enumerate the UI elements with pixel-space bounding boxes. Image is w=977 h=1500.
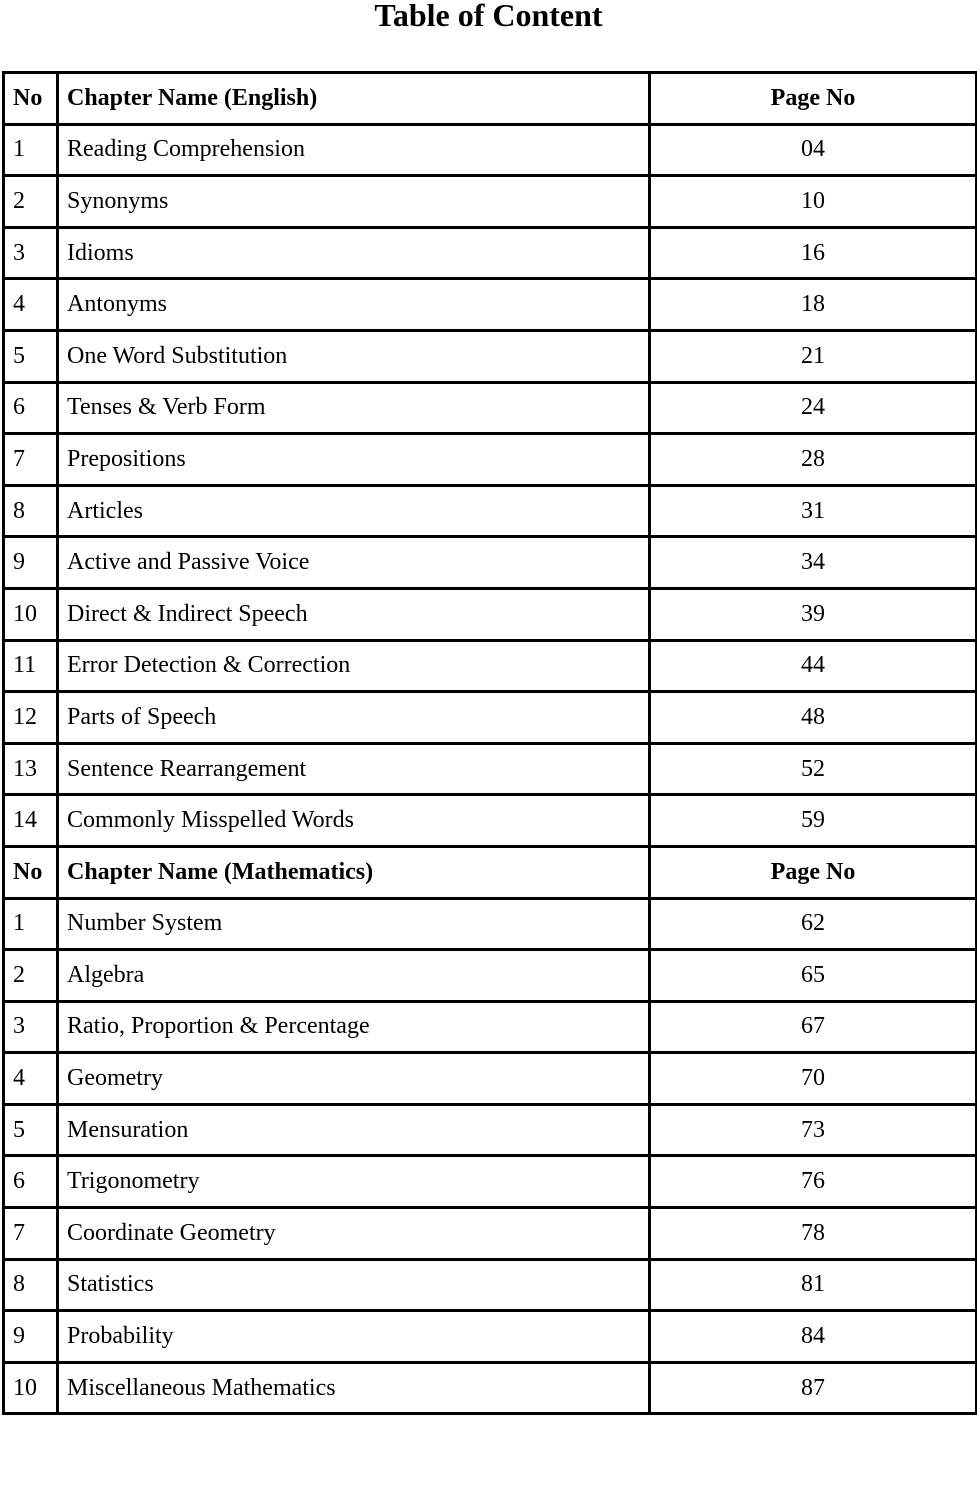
table-row xyxy=(4,1001,977,1053)
chapter-name-cell: Error Detection & Correction xyxy=(58,640,650,692)
table-row xyxy=(4,1362,977,1414)
chapter-number-cell: 2 xyxy=(4,176,58,228)
table-row xyxy=(4,795,977,847)
table-row xyxy=(4,176,977,228)
page-number-cell: 62 xyxy=(650,898,977,950)
table-row xyxy=(4,743,977,795)
chapter-number-cell: 4 xyxy=(4,1053,58,1105)
chapter-number-cell: 3 xyxy=(4,227,58,279)
contents-table-body xyxy=(4,73,977,1414)
chapter-name-cell: Prepositions xyxy=(58,434,650,486)
chapter-name-cell: Articles xyxy=(58,485,650,537)
chapter-name-cell: Coordinate Geometry xyxy=(58,1208,650,1260)
table-row xyxy=(4,330,977,382)
page-number-cell: 34 xyxy=(650,537,977,589)
header-chapter-name-cell: Chapter Name (Mathematics) xyxy=(58,846,650,898)
table-row xyxy=(4,1259,977,1311)
header-no-cell: No xyxy=(4,73,58,125)
chapter-name-cell: Active and Passive Voice xyxy=(58,537,650,589)
section-header-row xyxy=(4,73,977,125)
chapter-number-cell: 10 xyxy=(4,1362,58,1414)
page-number-cell: 76 xyxy=(650,1156,977,1208)
page-number-cell: 67 xyxy=(650,1001,977,1053)
page-number-cell: 52 xyxy=(650,743,977,795)
chapter-number-cell: 14 xyxy=(4,795,58,847)
page-number-cell: 84 xyxy=(650,1311,977,1363)
page-number-cell: 65 xyxy=(650,950,977,1002)
header-no-cell: No xyxy=(4,846,58,898)
chapter-name-cell: Geometry xyxy=(58,1053,650,1105)
page-number-cell: 87 xyxy=(650,1362,977,1414)
chapter-name-cell: Antonyms xyxy=(58,279,650,331)
page-number-cell: 59 xyxy=(650,795,977,847)
chapter-number-cell: 1 xyxy=(4,898,58,950)
table-row xyxy=(4,124,977,176)
chapter-name-cell: Reading Comprehension xyxy=(58,124,650,176)
chapter-number-cell: 7 xyxy=(4,434,58,486)
table-row xyxy=(4,692,977,744)
contents-table xyxy=(2,71,977,1415)
page-number-cell: 28 xyxy=(650,434,977,486)
table-row xyxy=(4,1208,977,1260)
table-row xyxy=(4,588,977,640)
table-row xyxy=(4,227,977,279)
page-number-cell: 18 xyxy=(650,279,977,331)
table-row xyxy=(4,485,977,537)
table-row xyxy=(4,898,977,950)
chapter-name-cell: Direct & Indirect Speech xyxy=(58,588,650,640)
table-row xyxy=(4,640,977,692)
chapter-name-cell: Commonly Misspelled Words xyxy=(58,795,650,847)
table-row xyxy=(4,279,977,331)
chapter-name-cell: Mensuration xyxy=(58,1104,650,1156)
chapter-name-cell: Miscellaneous Mathematics xyxy=(58,1362,650,1414)
page-number-cell: 44 xyxy=(650,640,977,692)
chapter-number-cell: 12 xyxy=(4,692,58,744)
page-number-cell: 24 xyxy=(650,382,977,434)
table-row xyxy=(4,1104,977,1156)
page-number-cell: 10 xyxy=(650,176,977,228)
chapter-name-cell: Sentence Rearrangement xyxy=(58,743,650,795)
page-number-cell: 31 xyxy=(650,485,977,537)
header-page-no-cell: Page No xyxy=(650,73,977,125)
chapter-number-cell: 13 xyxy=(4,743,58,795)
page-number-cell: 39 xyxy=(650,588,977,640)
table-row xyxy=(4,1053,977,1105)
chapter-name-cell: Parts of Speech xyxy=(58,692,650,744)
chapter-number-cell: 5 xyxy=(4,1104,58,1156)
chapter-number-cell: 11 xyxy=(4,640,58,692)
chapter-number-cell: 6 xyxy=(4,1156,58,1208)
table-row xyxy=(4,537,977,589)
page-number-cell: 04 xyxy=(650,124,977,176)
chapter-name-cell: One Word Substitution xyxy=(58,330,650,382)
header-chapter-name-cell: Chapter Name (English) xyxy=(58,73,650,125)
chapter-number-cell: 5 xyxy=(4,330,58,382)
page-number-cell: 78 xyxy=(650,1208,977,1260)
chapter-number-cell: 10 xyxy=(4,588,58,640)
chapter-number-cell: 1 xyxy=(4,124,58,176)
chapter-number-cell: 9 xyxy=(4,537,58,589)
chapter-name-cell: Probability xyxy=(58,1311,650,1363)
chapter-number-cell: 6 xyxy=(4,382,58,434)
page-number-cell: 81 xyxy=(650,1259,977,1311)
table-row xyxy=(4,434,977,486)
chapter-name-cell: Statistics xyxy=(58,1259,650,1311)
chapter-name-cell: Algebra xyxy=(58,950,650,1002)
chapter-number-cell: 3 xyxy=(4,1001,58,1053)
table-row xyxy=(4,1156,977,1208)
chapter-name-cell: Trigonometry xyxy=(58,1156,650,1208)
section-header-row xyxy=(4,846,977,898)
page-number-cell: 16 xyxy=(650,227,977,279)
page-number-cell: 73 xyxy=(650,1104,977,1156)
page-title: Table of Content xyxy=(374,0,603,33)
table-row xyxy=(4,1311,977,1363)
chapter-number-cell: 2 xyxy=(4,950,58,1002)
chapter-name-cell: Ratio, Proportion & Percentage xyxy=(58,1001,650,1053)
chapter-name-cell: Idioms xyxy=(58,227,650,279)
page-number-cell: 48 xyxy=(650,692,977,744)
chapter-number-cell: 9 xyxy=(4,1311,58,1363)
chapter-name-cell: Number System xyxy=(58,898,650,950)
chapter-number-cell: 8 xyxy=(4,485,58,537)
page-number-cell: 21 xyxy=(650,330,977,382)
chapter-number-cell: 4 xyxy=(4,279,58,331)
chapter-number-cell: 8 xyxy=(4,1259,58,1311)
table-row xyxy=(4,950,977,1002)
table-row xyxy=(4,382,977,434)
chapter-name-cell: Synonyms xyxy=(58,176,650,228)
chapter-number-cell: 7 xyxy=(4,1208,58,1260)
header-page-no-cell: Page No xyxy=(650,846,977,898)
page-number-cell: 70 xyxy=(650,1053,977,1105)
chapter-name-cell: Tenses & Verb Form xyxy=(58,382,650,434)
